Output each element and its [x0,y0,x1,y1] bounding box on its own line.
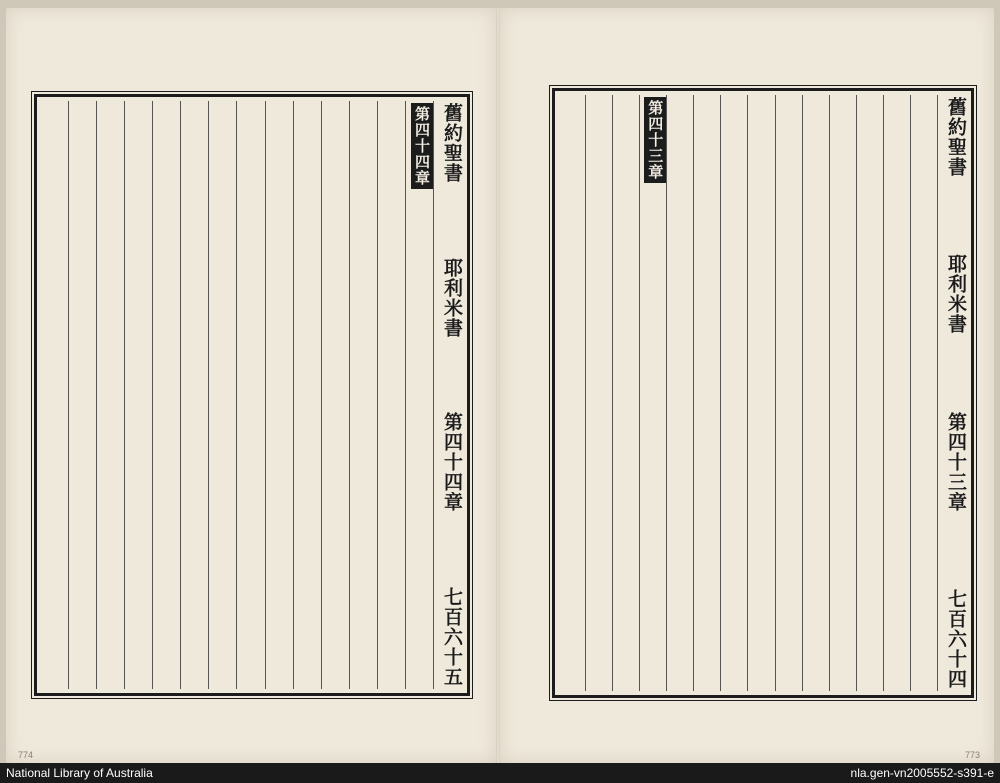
left-text-column [236,101,264,689]
left-text-column [208,101,236,689]
left-text-columns [41,101,463,689]
source-credit: National Library of Australia [6,766,153,780]
left-chapter-title: 第四十四章 [441,412,463,513]
right-text-column [612,95,639,691]
right-book-title: 舊約聖書 [945,97,967,177]
left-text-column [265,101,293,689]
attribution-bar [0,763,1000,783]
right-pencil-mark: 773 [964,750,980,760]
right-chapter-marker: 第四十三章 [644,97,666,183]
left-page [6,8,496,763]
left-text-column [152,101,180,689]
right-text-column [585,95,612,691]
right-page-number: 七百六十四 [945,588,967,689]
left-text-column [377,101,405,689]
image-identifier: nla.gen-vn2005552-s391-e [850,766,994,780]
right-text-column [775,95,802,691]
left-running-header [433,101,463,689]
left-text-frame [34,94,470,696]
left-chapter-marker: 第四十四章 [411,103,433,189]
left-text-column [68,101,96,689]
left-page-number: 七百六十五 [441,586,463,687]
right-text-columns [559,95,967,691]
left-text-column [293,101,321,689]
right-text-column [720,95,747,691]
right-text-column [559,95,585,691]
right-running-header [937,95,967,691]
right-text-column [829,95,856,691]
right-text-column [747,95,774,691]
left-text-column [180,101,208,689]
right-chapter-title: 第四十三章 [945,411,967,512]
left-text-column [321,101,349,689]
left-book-title: 舊約聖書 [441,103,463,183]
left-section-title: 耶利米書 [441,257,463,338]
right-text-column [802,95,829,691]
right-text-column [856,95,883,691]
left-pencil-mark: 774 [18,750,34,760]
right-text-column [693,95,720,691]
right-text-column [639,95,666,691]
right-text-column [666,95,693,691]
right-text-frame [552,88,974,698]
left-text-column [124,101,152,689]
left-text-column [349,101,377,689]
right-page [500,8,994,763]
right-section-title: 耶利米書 [945,254,967,335]
left-text-column [96,101,124,689]
right-text-column [910,95,937,691]
left-text-column [405,101,433,689]
right-text-column [883,95,910,691]
left-text-column [41,101,68,689]
